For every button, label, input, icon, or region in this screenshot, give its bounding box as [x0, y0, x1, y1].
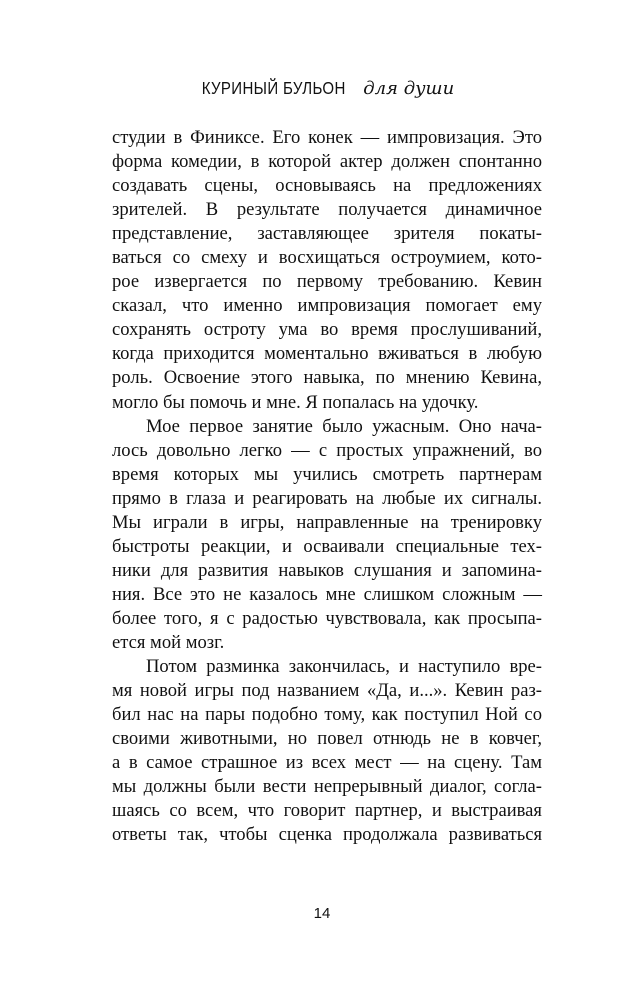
- text-line: создавать сцены, основываясь на предложениях: [112, 175, 542, 197]
- page-number: 14: [313, 905, 331, 922]
- text-line: мя новой игры под названием «Да, и...». Кевин раз-: [112, 680, 542, 702]
- running-head: [0, 78, 644, 99]
- body-text: [112, 126, 542, 847]
- text-line: Мы играли в игры, направленные на тренировку: [112, 511, 542, 533]
- text-line: форма комедии, в которой актер должен спонтанно: [112, 151, 542, 173]
- text-line: время которых мы учились смотреть партнерам: [112, 463, 542, 485]
- text-line: быстроты реакции, и осваивали специальные тех-: [112, 535, 542, 557]
- text-line: ваться со смеху и восхищаться остроумием, кото-: [112, 247, 542, 269]
- text-line: сказал, что именно импровизация помогает ему: [112, 295, 542, 317]
- paragraph: [112, 126, 542, 415]
- text-line: зрителей. В результате получается динамичное: [112, 199, 542, 221]
- text-line: сохранять остроту ума во время прослушиваний,: [112, 319, 542, 341]
- text-line: мы должны были вести непрерывный диалог, согла-: [112, 776, 542, 798]
- text-line: студии в Финиксе. Его конек — импровизация. Это: [112, 127, 542, 148]
- text-line: более того, я с радостью чувствовала, как просыпа-: [112, 607, 542, 629]
- series-title: КУРИНЫЙ БУЛЬОН: [201, 78, 346, 98]
- paragraph: [112, 655, 542, 847]
- text-line: представление, заставляющее зрителя покаты-: [112, 223, 542, 245]
- text-line: лось довольно легко — с простых упражнений, во: [112, 439, 542, 461]
- text-line: ния. Все это не казалось мне слишком сложным —: [112, 583, 542, 605]
- text-line: ответы так, чтобы сценка продолжала развиваться: [112, 824, 542, 846]
- text-line: бил нас на пары подобно тому, как поступил Ной со: [112, 704, 542, 726]
- text-line: ники для развития навыков слушания и запомина-: [112, 559, 542, 581]
- text-line: шаясь со всем, что говорит партнер, и выстраивая: [112, 800, 542, 822]
- series-title-script: для души: [363, 78, 455, 99]
- paragraph: [112, 415, 542, 655]
- text-line: прямо в глаза и реагировать на любые их сигналы.: [112, 487, 542, 509]
- text-line: а в самое страшное из всех мест — на сцену. Там: [112, 752, 542, 774]
- text-line: роль. Освоение этого навыка, по мнению Кевина,: [112, 367, 542, 389]
- text-line: когда приходится моментально вживаться в любую: [112, 343, 542, 365]
- text-line: ется мой мозг.: [112, 631, 225, 653]
- text-line: Мое первое занятие было ужасным. Оно нача-: [146, 415, 542, 437]
- text-line: Потом разминка закончилась, и наступило вре-: [146, 656, 542, 678]
- text-line: могло бы помочь и мне. Я попалась на удочку.: [112, 391, 479, 413]
- text-line: своими животными, но повел отнюдь не в ковчег,: [112, 728, 542, 750]
- text-line: рое извергается по первому требованию. Кевин: [112, 271, 542, 293]
